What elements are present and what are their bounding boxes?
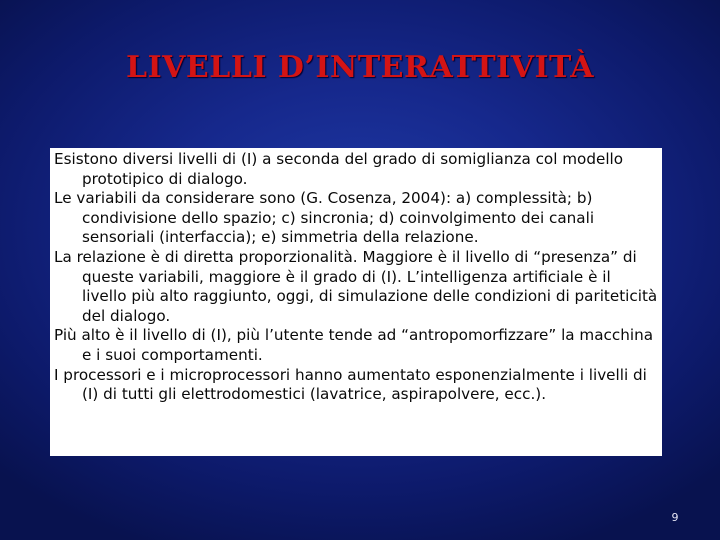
paragraph-variables: Le variabili da considerare sono (G. Cosenza, 2004): a) complessità; b) condivisione dello spazio; c) sincronia; d) coinvolgimento dei canali sensoriali (interfaccia); e) simmetria della relazione.: [54, 189, 595, 247]
paragraph-anthropomorphize: Più alto è il livello di (I), più l’utente tende ad “antropomorfizzare” la macchina e i suoi comportamenti.: [54, 326, 654, 364]
page-number: 9: [671, 511, 679, 524]
paragraph-processors: I processori e i microprocessori hanno aumentato esponenzialmente i livelli di (I) di tutti gli elettrodomestici (lavatrice, aspirapolvere, ecc.).: [54, 365, 647, 404]
slide-title: LIVELLI D’INTERATTIVITÀ: [126, 50, 594, 85]
content-text-box: [50, 148, 662, 456]
paragraph-proportionality: La relazione è di diretta proporzionalità. Maggiore è il livello di “presenza” di queste variabili, maggiore è il grado di (I). L’intelligenza artificiale è il livello più alto raggiunto, oggi, di simulazione delle condizioni di pariteticità del dialogo.: [54, 247, 658, 325]
paragraph-levels: Esistono diversi livelli di (I) a seconda del grado di somiglianza col modello prototipico di dialogo.: [54, 150, 624, 188]
